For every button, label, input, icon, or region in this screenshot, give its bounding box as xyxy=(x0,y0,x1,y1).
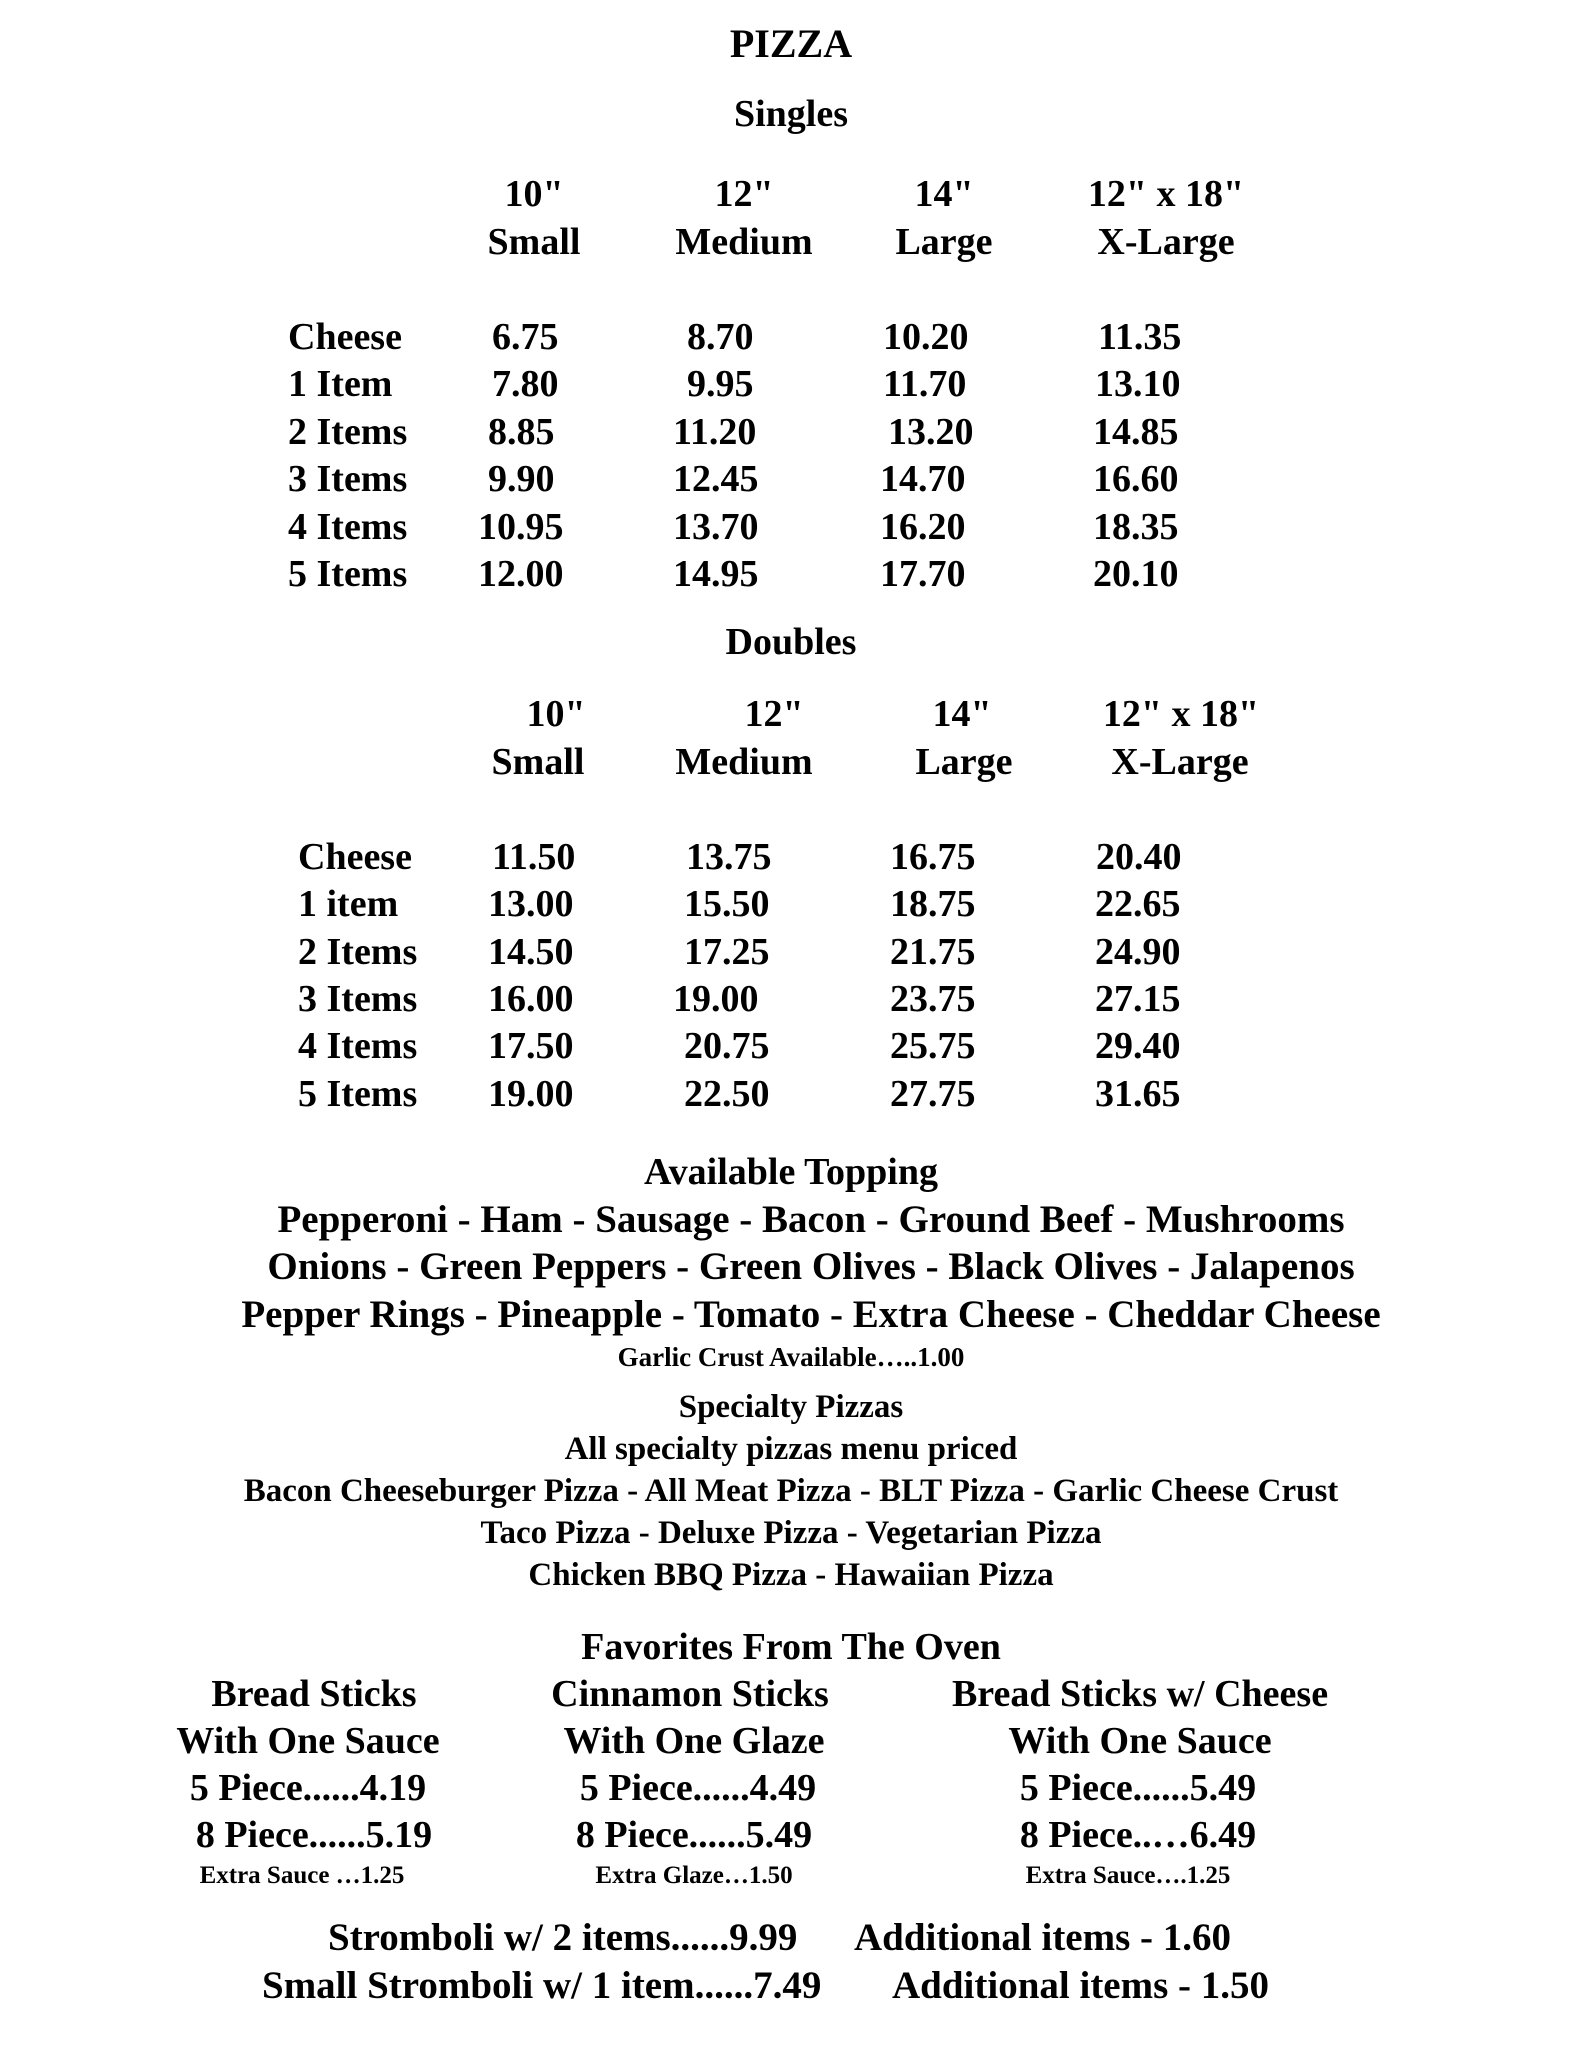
doubles-row-label: 5 Items xyxy=(298,1073,418,1115)
doubles-row-label: 1 item xyxy=(298,883,399,925)
doubles-price: 21.75 xyxy=(890,931,976,973)
singles-price: 11.70 xyxy=(883,363,967,405)
singles-price: 8.85 xyxy=(488,411,555,453)
stromboli-item: Small Stromboli w/ 1 item......7.49 xyxy=(262,1964,822,2007)
singles-price: 13.20 xyxy=(888,411,974,453)
favorite-eight-piece: 8 Piece..…6.49 xyxy=(1019,1814,1257,1856)
doubles-price: 24.90 xyxy=(1095,931,1181,973)
singles-size-inch: 12" x 18" xyxy=(1087,173,1245,215)
doubles-heading: Doubles xyxy=(725,621,857,663)
doubles-price: 22.50 xyxy=(684,1073,770,1115)
doubles-size-inch: 10" xyxy=(526,693,586,735)
doubles-price: 19.00 xyxy=(673,978,759,1020)
doubles-size-name: Medium xyxy=(675,741,813,783)
doubles-price: 27.75 xyxy=(890,1073,976,1115)
specialty-heading: Specialty Pizzas xyxy=(678,1389,904,1425)
doubles-price: 13.00 xyxy=(488,883,574,925)
singles-price: 6.75 xyxy=(492,316,559,358)
doubles-price: 27.15 xyxy=(1095,978,1181,1020)
singles-row-label: 2 Items xyxy=(288,411,408,453)
singles-size-inch: 12" xyxy=(714,173,774,215)
doubles-price: 15.50 xyxy=(684,883,770,925)
doubles-size-inch: 12" xyxy=(744,693,804,735)
doubles-size-inch: 12" x 18" xyxy=(1102,693,1260,735)
doubles-row-label: 3 Items xyxy=(298,978,418,1020)
doubles-price: 25.75 xyxy=(890,1025,976,1067)
doubles-size-name: Large xyxy=(915,741,1013,783)
doubles-price: 23.75 xyxy=(890,978,976,1020)
stromboli-additional: Additional items - 1.60 xyxy=(854,1916,1232,1959)
toppings-line: Onions - Green Peppers - Green Olives - Black Olives - Jalapenos xyxy=(267,1245,1355,1288)
singles-price: 7.80 xyxy=(492,363,559,405)
doubles-price: 19.00 xyxy=(488,1073,574,1115)
singles-price: 16.60 xyxy=(1093,458,1179,500)
garlic-crust-note: Garlic Crust Available…..1.00 xyxy=(617,1342,965,1372)
singles-price: 9.95 xyxy=(687,363,754,405)
doubles-price: 20.75 xyxy=(684,1025,770,1067)
singles-size-name: Small xyxy=(487,221,581,263)
favorite-five-piece: 5 Piece......4.49 xyxy=(579,1767,817,1809)
singles-row-label: 1 Item xyxy=(288,363,393,405)
page-title: PIZZA xyxy=(729,21,853,66)
doubles-size-inch: 14" xyxy=(932,693,992,735)
singles-price: 13.70 xyxy=(673,506,759,548)
toppings-line: Pepper Rings - Pineapple - Tomato - Extra Cheese - Cheddar Cheese xyxy=(241,1293,1381,1336)
singles-price: 14.85 xyxy=(1093,411,1179,453)
singles-size-name: Medium xyxy=(675,221,813,263)
doubles-price: 17.50 xyxy=(488,1025,574,1067)
singles-row-label: 3 Items xyxy=(288,458,408,500)
doubles-row-label: Cheese xyxy=(298,836,412,878)
singles-size-name: Large xyxy=(895,221,993,263)
doubles-price: 18.75 xyxy=(890,883,976,925)
doubles-price: 29.40 xyxy=(1095,1025,1181,1067)
favorite-five-piece: 5 Piece......5.49 xyxy=(1019,1767,1257,1809)
doubles-price: 20.40 xyxy=(1096,836,1182,878)
specialty-line: Chicken BBQ Pizza - Hawaiian Pizza xyxy=(528,1557,1054,1593)
singles-price: 20.10 xyxy=(1093,553,1179,595)
singles-size-inch: 10" xyxy=(504,173,564,215)
favorite-eight-piece: 8 Piece......5.49 xyxy=(575,1814,813,1856)
doubles-price: 31.65 xyxy=(1095,1073,1181,1115)
doubles-price: 17.25 xyxy=(684,931,770,973)
favorite-name: Cinnamon Sticks xyxy=(551,1673,829,1715)
toppings-heading: Available Topping xyxy=(644,1151,938,1193)
doubles-price: 16.75 xyxy=(890,836,976,878)
doubles-price: 14.50 xyxy=(488,931,574,973)
doubles-size-name: Small xyxy=(491,741,585,783)
singles-heading: Singles xyxy=(733,93,849,135)
doubles-size-name: X-Large xyxy=(1111,741,1249,783)
singles-size-inch: 14" xyxy=(914,173,974,215)
doubles-row-label: 2 Items xyxy=(298,931,418,973)
singles-price: 16.20 xyxy=(880,506,966,548)
toppings-line: Pepperoni - Ham - Sausage - Bacon - Ground Beef - Mushrooms xyxy=(277,1198,1345,1241)
favorite-extra: Extra Glaze…1.50 xyxy=(595,1862,793,1889)
singles-price: 14.70 xyxy=(880,458,966,500)
specialty-line: Bacon Cheeseburger Pizza - All Meat Pizza - BLT Pizza - Garlic Cheese Crust xyxy=(243,1473,1339,1509)
favorite-five-piece: 5 Piece......4.19 xyxy=(189,1767,427,1809)
specialty-line: Taco Pizza - Deluxe Pizza - Vegetarian Pizza xyxy=(480,1515,1102,1551)
favorite-eight-piece: 8 Piece......5.19 xyxy=(195,1814,433,1856)
singles-price: 10.95 xyxy=(478,506,564,548)
singles-price: 8.70 xyxy=(687,316,754,358)
favorite-name: Bread Sticks xyxy=(211,1673,417,1715)
singles-price: 17.70 xyxy=(880,553,966,595)
singles-price: 10.20 xyxy=(883,316,969,358)
specialty-note: All specialty pizzas menu priced xyxy=(564,1431,1018,1467)
favorite-name: Bread Sticks w/ Cheese xyxy=(951,1673,1329,1715)
singles-price: 14.95 xyxy=(673,553,759,595)
favorite-sub: With One Sauce xyxy=(176,1720,440,1762)
doubles-price: 22.65 xyxy=(1095,883,1181,925)
singles-row-label: 4 Items xyxy=(288,506,408,548)
favorite-extra: Extra Sauce….1.25 xyxy=(1025,1862,1231,1889)
singles-size-name: X-Large xyxy=(1097,221,1235,263)
favorites-heading: Favorites From The Oven xyxy=(581,1626,1001,1668)
stromboli-additional: Additional items - 1.50 xyxy=(892,1964,1270,2007)
singles-price: 12.45 xyxy=(673,458,759,500)
singles-price: 13.10 xyxy=(1095,363,1181,405)
doubles-price: 16.00 xyxy=(488,978,574,1020)
stromboli-item: Stromboli w/ 2 items......9.99 xyxy=(328,1916,798,1959)
singles-price: 11.20 xyxy=(673,411,757,453)
singles-price: 18.35 xyxy=(1093,506,1179,548)
singles-price: 12.00 xyxy=(478,553,564,595)
doubles-row-label: 4 Items xyxy=(298,1025,418,1067)
doubles-price: 11.50 xyxy=(492,836,576,878)
favorite-sub: With One Glaze xyxy=(563,1720,825,1762)
singles-row-label: Cheese xyxy=(288,316,402,358)
favorite-extra: Extra Sauce …1.25 xyxy=(199,1862,405,1889)
favorite-sub: With One Sauce xyxy=(1008,1720,1272,1762)
doubles-price: 13.75 xyxy=(686,836,772,878)
singles-row-label: 5 Items xyxy=(288,553,408,595)
singles-price: 9.90 xyxy=(488,458,555,500)
singles-price: 11.35 xyxy=(1098,316,1182,358)
